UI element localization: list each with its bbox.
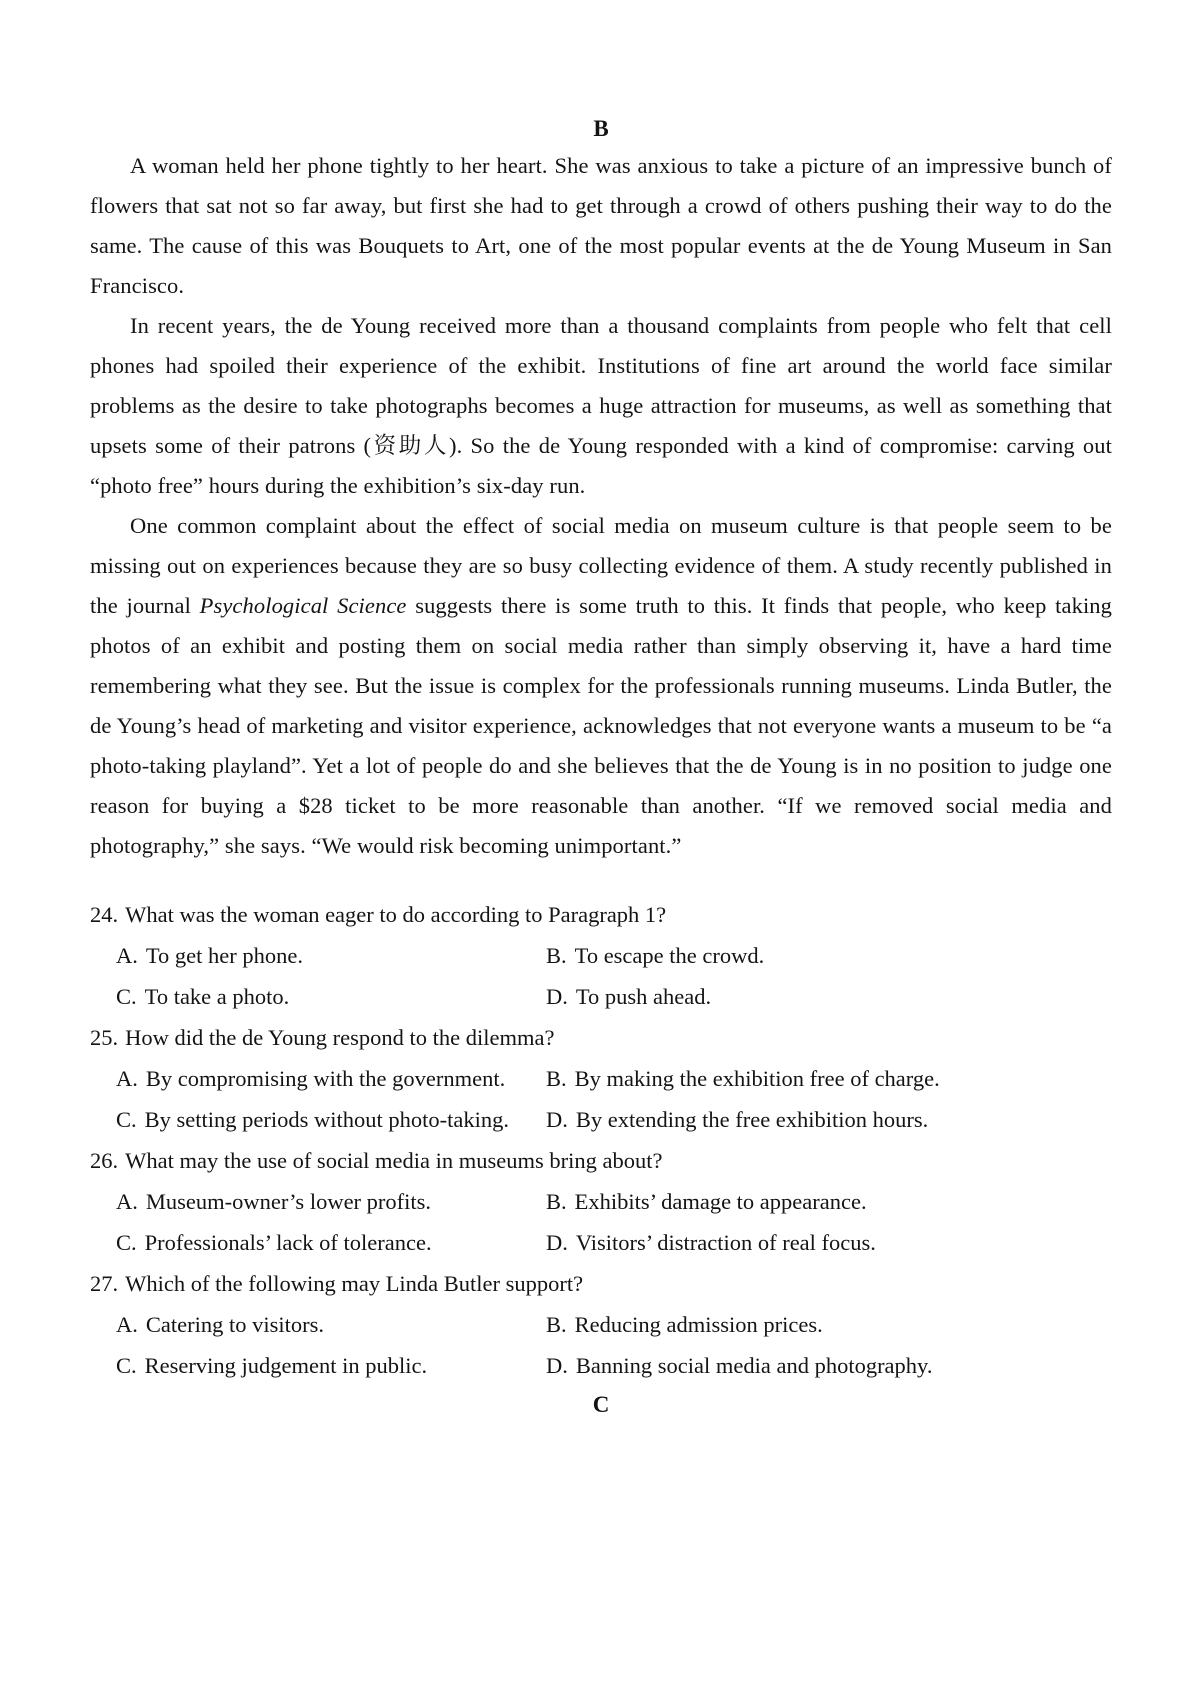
- option-text: Reserving judgement in public.: [144, 1353, 428, 1378]
- option-label: B.: [546, 1066, 567, 1091]
- option-label: C.: [116, 1107, 137, 1132]
- option-24-c: [116, 976, 546, 1017]
- passage-paragraph-2: [90, 306, 1112, 506]
- option-text: Catering to visitors.: [145, 1312, 324, 1337]
- paragraph-3-text-before: One common complaint about the effect of social media on museum culture is that people seem to be missing out on experiences because they are so busy collecting evidence of them. A study recently published in the journal: [90, 513, 1112, 618]
- option-label: B.: [546, 1312, 567, 1337]
- paragraph-3-text-after: suggests there is some truth to this. It finds that people, who keep taking photos of an exhibit and posting them on social media rather than simply observing it, have a hard time remembering what they see. But the issue is complex for the professionals running museums. Linda Butler, the de Young’s head of marketing and visitor experience, acknowledges that not everyone wants a museum to be “a photo-taking playland”. Yet a lot of people do and she believes that the de Young is in no position to judge one reason for buying a $28 ticket to be more reasonable than another. “If we removed social media and photography,” she says. “We would risk becoming unimportant.”: [90, 593, 1113, 858]
- option-text: To get her phone.: [145, 943, 304, 968]
- option-label: C.: [116, 1353, 137, 1378]
- option-27-d: [546, 1345, 1112, 1386]
- option-25-b: [546, 1058, 1112, 1099]
- option-label: A.: [116, 1189, 138, 1214]
- option-text: Banning social media and photography.: [575, 1353, 933, 1378]
- option-label: D.: [546, 1107, 568, 1132]
- option-label: A.: [116, 1066, 138, 1091]
- question-27: [90, 1263, 1112, 1386]
- option-label: C.: [116, 984, 137, 1009]
- question-number: 24.: [90, 902, 119, 927]
- question-26: [90, 1140, 1112, 1263]
- option-label: A.: [116, 1312, 138, 1337]
- passage-paragraph-3: [90, 506, 1112, 866]
- question-text: What was the woman eager to do according to Paragraph 1?: [125, 902, 667, 927]
- option-25-d: [546, 1099, 1112, 1140]
- option-text: By setting periods without photo-taking.: [144, 1107, 509, 1132]
- section-b-heading: B: [593, 116, 609, 141]
- questions-section: [90, 894, 1112, 1386]
- question-text: Which of the following may Linda Butler support?: [125, 1271, 584, 1296]
- option-25-a: [116, 1058, 546, 1099]
- question-26-options: [90, 1181, 1112, 1263]
- option-label: B.: [546, 1189, 567, 1214]
- option-26-c: [116, 1222, 546, 1263]
- question-number: 26.: [90, 1148, 119, 1173]
- option-27-a: [116, 1304, 546, 1345]
- option-24-b: [546, 935, 1112, 976]
- section-c-heading: C: [592, 1392, 610, 1417]
- option-text: By compromising with the government.: [145, 1066, 506, 1091]
- paragraph-2-text: In recent years, the de Young received more than a thousand complaints from people who felt that cell phones had spoiled their experience of the exhibit. Institutions of fine art around the world face similar problems as the desire to take photographs becomes a huge attraction for museums, as well as something that upsets some of their patrons (资助人). So the de Young responded with a kind of compromise: carving out “photo free” hours during the exhibition’s six-day run.: [90, 313, 1112, 498]
- option-text: By extending the free exhibition hours.: [575, 1107, 929, 1132]
- reading-passage: [90, 146, 1112, 866]
- option-text: Reducing admission prices.: [574, 1312, 823, 1337]
- option-text: Visitors’ distraction of real focus.: [575, 1230, 876, 1255]
- option-label: B.: [546, 943, 567, 968]
- option-text: Exhibits’ damage to appearance.: [574, 1189, 867, 1214]
- question-number: 25.: [90, 1025, 119, 1050]
- question-25: [90, 1017, 1112, 1140]
- passage-paragraph-1: [90, 146, 1112, 306]
- option-26-a: [116, 1181, 546, 1222]
- option-25-c: [116, 1099, 546, 1140]
- option-label: D.: [546, 984, 568, 1009]
- question-number: 27.: [90, 1271, 119, 1296]
- option-label: D.: [546, 1230, 568, 1255]
- option-26-d: [546, 1222, 1112, 1263]
- option-text: To escape the crowd.: [574, 943, 765, 968]
- paragraph-1-text: A woman held her phone tightly to her heart. She was anxious to take a picture of an impressive bunch of flowers that sat not so far away, but first she had to get through a crowd of others pushing their way to do the same. The cause of this was Bouquets to Art, one of the most popular events at the de Young Museum in San Francisco.: [90, 153, 1112, 298]
- option-label: D.: [546, 1353, 568, 1378]
- journal-name-italic: Psychological Science: [199, 593, 407, 618]
- question-25-options: [90, 1058, 1112, 1140]
- question-26-stem: [90, 1140, 1112, 1181]
- option-26-b: [546, 1181, 1112, 1222]
- option-27-b: [546, 1304, 1112, 1345]
- question-25-stem: [90, 1017, 1112, 1058]
- question-24: [90, 894, 1112, 1017]
- option-24-a: [116, 935, 546, 976]
- question-27-stem: [90, 1263, 1112, 1304]
- option-label: C.: [116, 1230, 137, 1255]
- option-text: Professionals’ lack of tolerance.: [144, 1230, 432, 1255]
- question-text: What may the use of social media in museums bring about?: [125, 1148, 663, 1173]
- option-label: A.: [116, 943, 138, 968]
- option-text: To take a photo.: [144, 984, 290, 1009]
- option-24-d: [546, 976, 1112, 1017]
- question-24-options: [90, 935, 1112, 1017]
- question-27-options: [90, 1304, 1112, 1386]
- option-text: By making the exhibition free of charge.: [574, 1066, 940, 1091]
- question-text: How did the de Young respond to the dilemma?: [125, 1025, 555, 1050]
- option-27-c: [116, 1345, 546, 1386]
- question-24-stem: [90, 894, 1112, 935]
- option-text: Museum-owner’s lower profits.: [145, 1189, 432, 1214]
- option-text: To push ahead.: [575, 984, 712, 1009]
